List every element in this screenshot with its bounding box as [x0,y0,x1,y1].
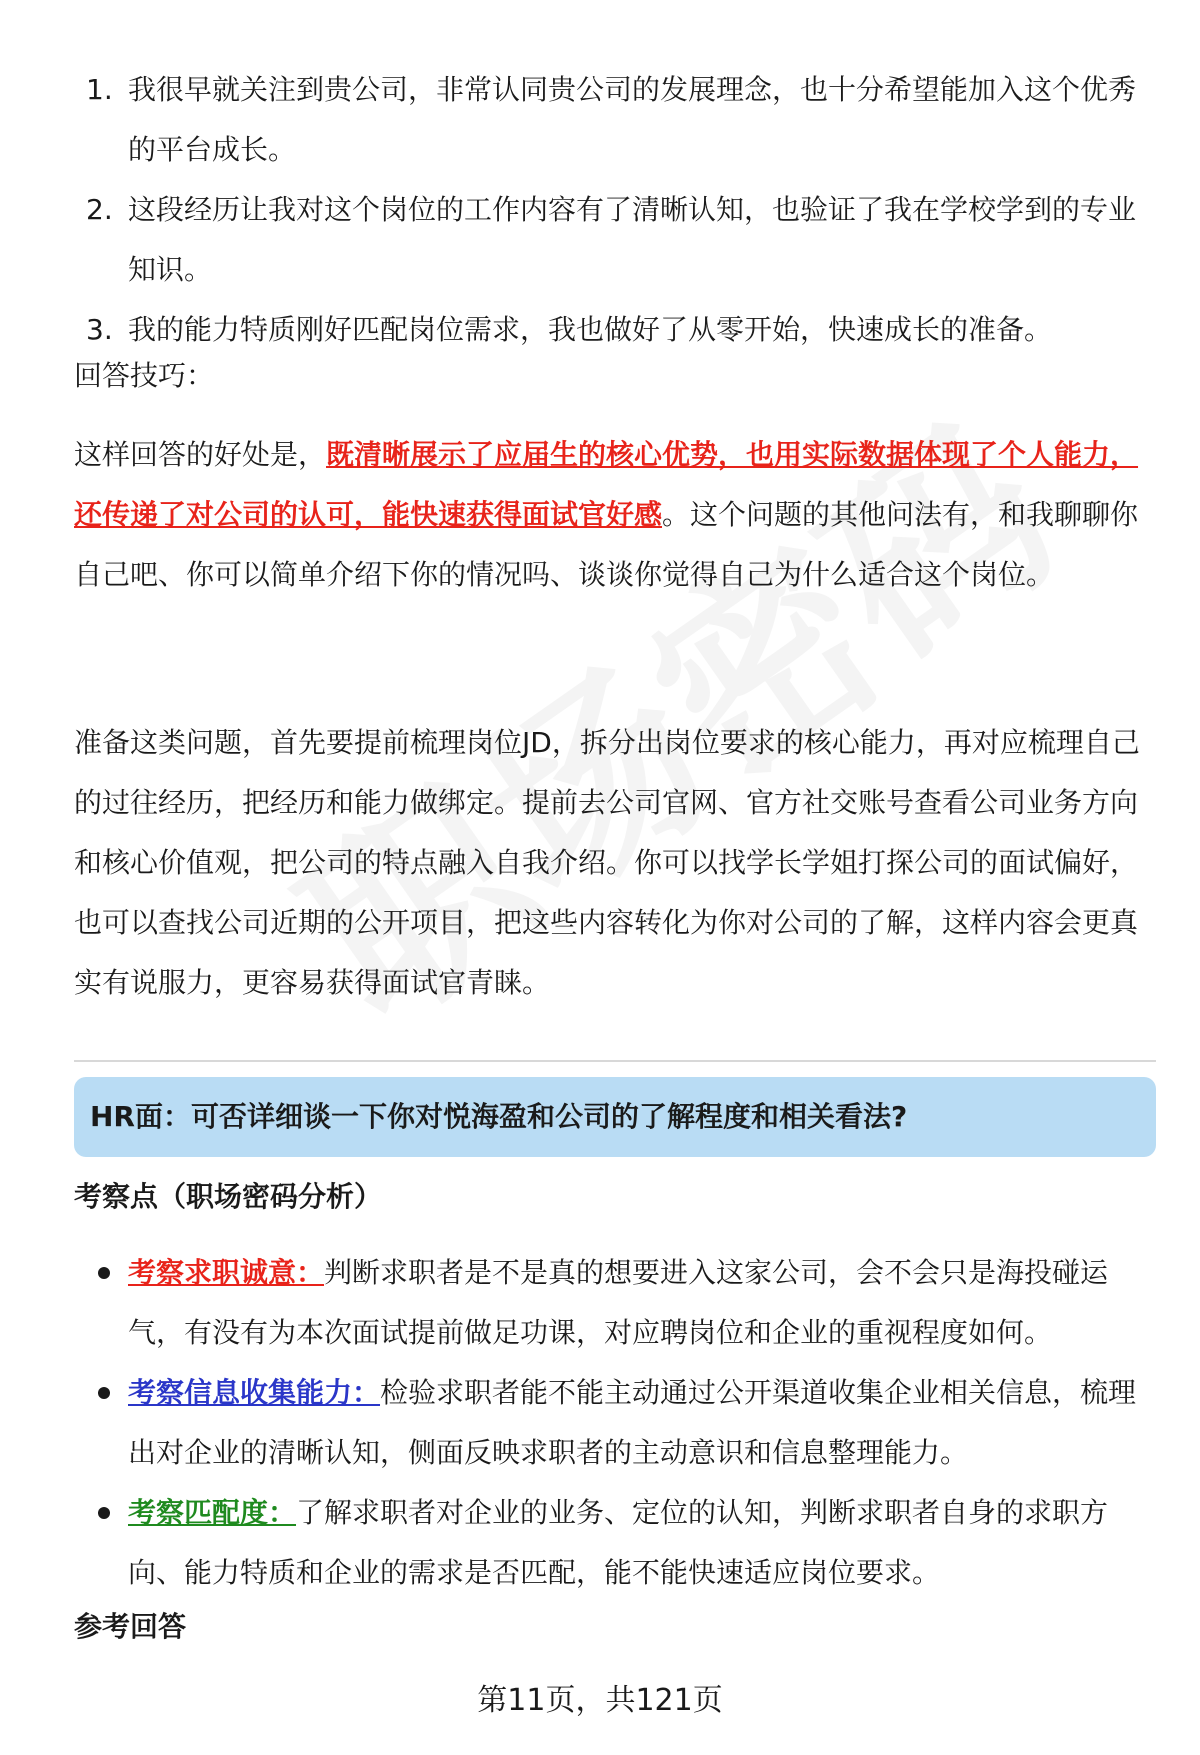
exam-point-label: 考察信息收集能力： [128,1376,381,1409]
bullet-dot [98,1267,110,1279]
list-item [0,1243,1200,1363]
tips-heading: 回答技巧： [74,359,215,392]
divider [74,1060,1156,1062]
exam-points-list [0,1243,1200,1603]
tips-prefix: 这样回答的好处是， [74,438,327,471]
list-text: 这段经历让我对这个岗位的工作内容有了清晰认知，也验证了我在学校学到的专业知识。 [128,193,1137,286]
prep-paragraph: 准备这类问题，首先要提前梳理岗位JD，拆分出岗位要求的核心能力，再对应梳理自己的过往经历，把经历和能力做绑定。提前去公司官网、官方社交账号查看公司业务方向和核心价值观，把公司的特点融入自我介绍。你可以找学长学姐打探公司的面试偏好，也可以查找公司近期的公开项目，把这些内容转化为你对公司的了解，这样内容会更真实有说服力，更容易获得面试官青睐。 [74,726,1140,999]
hr-question-title: HR面：可否详细谈一下你对悦海盈和公司的了解程度和相关看法? [90,1100,908,1133]
list-text: 我很早就关注到贵公司，非常认同贵公司的发展理念，也十分希望能加入这个优秀的平台成长。 [128,73,1137,166]
list-number: 1. [86,73,113,106]
page-footer: 第11页，共121页 [477,1683,723,1718]
tips-highlight: 既清晰展示了应届生的核心优势，也用实际数据体现了个人能力，还传递了对公司的认可，能快速获得面试官好感 [74,438,1139,531]
answer-numbered-list [0,60,1200,360]
exam-point-text: 检验求职者能不能主动通过公开渠道收集企业相关信息，梳理出对企业的清晰认知，侧面反映求职者的主动意识和信息整理能力。 [128,1376,1137,1469]
exam-point-label: 考察求职诚意： [128,1256,325,1289]
exam-point-text: 了解求职者对企业的业务、定位的认知，判断求职者自身的求职方向、能力特质和企业的需求是否匹配，能不能快速适应岗位要求。 [128,1496,1109,1589]
list-item [0,60,1200,180]
tips-suffix: 。这个问题的其他问法有，和我聊聊你自己吧、你可以简单介绍下你的情况吗、谈谈你觉得自己为什么适合这个岗位。 [74,498,1139,591]
list-text: 我的能力特质刚好匹配岗位需求，我也做好了从零开始，快速成长的准备。 [128,313,1053,346]
reference-heading: 参考回答 [74,1610,187,1643]
exam-point-label: 考察匹配度： [128,1496,297,1529]
list-item [0,1483,1200,1603]
hr-question-box [74,1077,1156,1157]
exam-point-text: 判断求职者是不是真的想要进入这家公司，会不会只是海投碰运气，有没有为本次面试提前做足功课，对应聘岗位和企业的重视程度如何。 [128,1256,1109,1349]
list-number: 2. [86,193,113,226]
list-number: 3. [86,313,113,346]
list-item [0,180,1200,300]
bullet-dot [98,1507,110,1519]
tips-paragraph [74,425,1154,605]
exam-points-heading: 考察点（职场密码分析） [74,1180,383,1213]
bullet-dot [98,1387,110,1399]
list-item [0,1363,1200,1483]
